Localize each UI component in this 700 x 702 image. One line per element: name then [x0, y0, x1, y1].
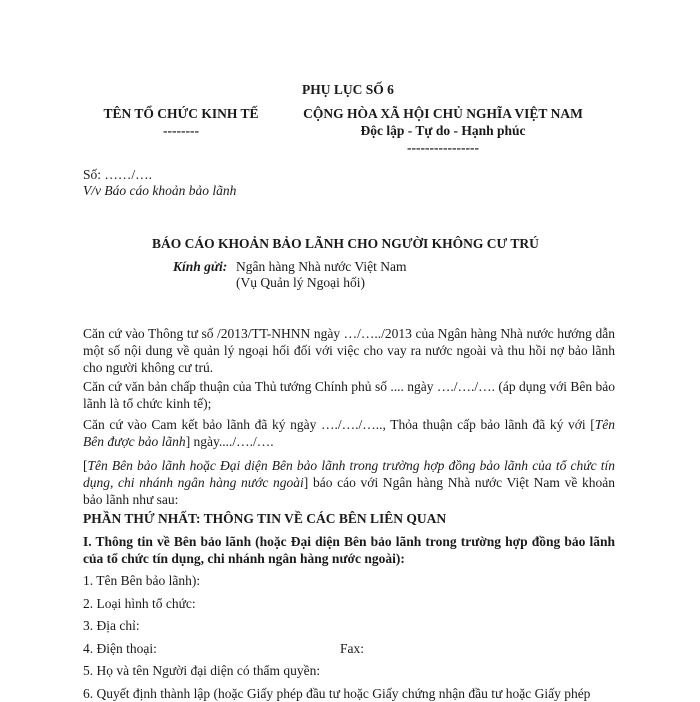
item-guarantor-name: 1. Tên Bên bảo lãnh): — [83, 573, 201, 588]
report-title: BÁO CÁO KHOẢN BẢO LÃNH CHO NGƯỜI KHÔNG CƯ TRÚ — [152, 236, 539, 251]
section-subheading: I. Thông tin về Bên bảo lãnh (hoặc Đại diện Bên bảo lãnh trong trường hợp đồng bảo lãnh của tổ chức tín dụng, chi nhánh ngân hàng nước ngoài): — [83, 534, 615, 566]
item-phone: 4. Điện thoại: — [83, 641, 157, 656]
placeholder-guarantor: Tên Bên bảo lãnh hoặc Đại diện Bên bảo lãnh trong trường hợp đồng bảo lãnh của tổ chức tín dụng, chi nhánh ngân hàng nước ngoài — [83, 458, 615, 490]
doc-subject: V/v Báo cáo khoản bảo lãnh — [83, 183, 237, 198]
section-heading: PHẦN THỨ NHẤT: THÔNG TIN VỀ CÁC BÊN LIÊN QUAN — [83, 511, 447, 526]
item-representative: 5. Họ và tên Người đại diện có thẩm quyền: — [83, 663, 321, 678]
org-name: TÊN TỔ CHỨC KINH TẾ — [103, 106, 259, 121]
recipient-dept: (Vụ Quản lý Ngoại hối) — [236, 275, 365, 290]
item-establishment-decision: 6. Quyết định thành lập (hoặc Giấy phép đầu tư hoặc Giấy chứng nhận đầu tư hoặc Giấy phép — [83, 686, 591, 701]
paragraph-guarantee-commitment — [83, 416, 615, 450]
item-fax: Fax: — [340, 641, 365, 656]
org-dashes: -------- — [163, 123, 199, 138]
doc-number: Số: ……/…. — [83, 167, 153, 182]
item-address: 3. Địa chỉ: — [83, 618, 140, 633]
paragraph-text: [ — [83, 458, 88, 473]
motto-dashes: ---------------- — [407, 140, 479, 155]
recipient-label: Kính gửi: — [173, 259, 228, 274]
placeholder-guaranteed-party: Tên Bên được bảo lãnh — [83, 417, 615, 449]
nation-name: CỘNG HÒA XÃ HỘI CHỦ NGHĨA VIỆT NAM — [303, 106, 583, 121]
paragraph-legal-basis-circular: Căn cứ vào Thông tư số /2013/TT-NHNN ngày …/…../2013 của Ngân hàng Nhà nước hướng dẫn một số nội dung về quản lý ngoại hối đối với việc cho vay ra nước ngoài và thu hồi nợ bảo lãnh cho người không cư trú. — [83, 326, 615, 375]
motto: Độc lập - Tự do - Hạnh phúc — [360, 123, 526, 138]
paragraph-report-intro — [83, 457, 615, 508]
recipient-name: Ngân hàng Nhà nước Việt Nam — [236, 259, 407, 274]
appendix-title: PHỤ LỤC SỐ 6 — [302, 82, 394, 97]
paragraph-legal-basis-approval: Căn cứ văn bản chấp thuận của Thủ tướng Chính phủ số .... ngày …./…./…. (áp dụng với Bên bảo lãnh là tổ chức kinh tế); — [83, 379, 615, 411]
item-organization-type: 2. Loại hình tổ chức: — [83, 596, 196, 611]
paragraph-text: Căn cứ vào Cam kết bảo lãnh đã ký ngày …./…./….., Thỏa thuận cấp bảo lãnh đã ký với [ — [83, 417, 595, 432]
paragraph-text: ] ngày..../…./…. — [185, 434, 274, 449]
paragraph-text: ] báo cáo với Ngân hàng Nhà nước Việt Nam về khoản bảo lãnh như sau: — [83, 475, 615, 507]
